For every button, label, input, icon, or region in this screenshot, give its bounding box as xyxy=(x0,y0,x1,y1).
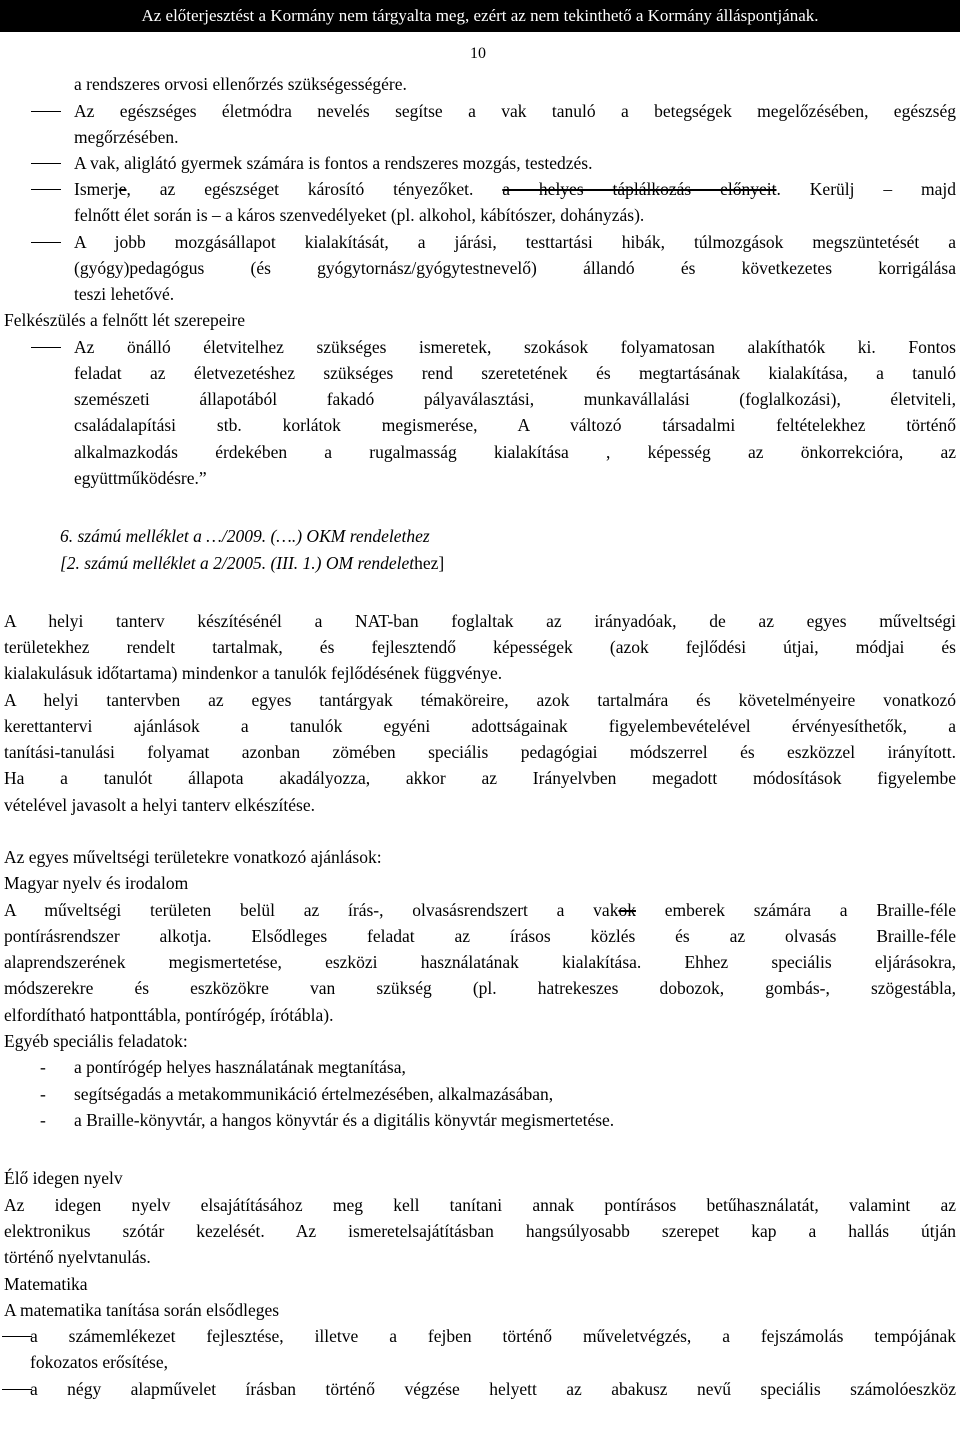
page-number: 10 xyxy=(470,45,486,62)
text-line: kialakulásuk időtartama) mindenkor a tanulók fejlődésének függvénye. xyxy=(4,663,503,683)
text-line: Ha a tanulót állapota akadályozza, akkor az Irányelvben megadott módosítások figyelembe xyxy=(4,768,956,788)
text-line: szemészeti állapotából fakadó pályaválasztási, munkavállalási (foglalkozási), életviteli, xyxy=(74,389,956,409)
list-dash xyxy=(31,111,61,112)
subject-heading: Magyar nyelv és irodalom xyxy=(4,873,189,893)
text-line: Az önálló életvitelhez szükséges ismeretek, szokások folyamatosan alakíthatók ki. Fontos xyxy=(74,337,956,357)
list-dash xyxy=(31,347,61,348)
text-line: kerettantervi ajánlások a tanulók egyéni adottságainak figyelembevételével érvényesíthetők, a xyxy=(4,716,956,736)
text-line: Az egészséges életmódra nevelés segítse a vak tanuló a betegségek megelőzésében, egészség xyxy=(74,101,956,121)
list-dash xyxy=(31,242,61,243)
list-dash xyxy=(2,1389,32,1390)
text-line: fokozatos erősítése, xyxy=(30,1352,169,1372)
list-dash xyxy=(31,189,61,190)
list-item: segítségadás a metakommunikáció értelmezésében, alkalmazásában, xyxy=(74,1084,554,1104)
text-line: (gyógy)pedagógus (és gyógytornász/gyógytestnevelő) állandó és következetes korrigálása xyxy=(74,258,956,278)
text-line: A vak, aliglátó gyermek számára is fontos a rendszeres mozgás, testedzés. xyxy=(74,153,593,173)
text-line-with-deletions: Ismerje, az egészséget károsító tényezőket. a helyes táplálkozás előnyeit. Kerülj – majd xyxy=(74,179,957,199)
text-line: vételével javasolt a helyi tanterv elkészítése. xyxy=(4,795,315,815)
text-line: A helyi tanterv készítésénél a NAT-ban foglaltak az irányadóak, de az egyes műveltségi xyxy=(4,611,956,631)
text-line: a számemlékezet fejlesztése, illetve a fejben történő műveletvégzés, a fejszámolás tempójának xyxy=(30,1326,956,1346)
annex-title: 6. számú melléklet a …/2009. (….) OKM rendelethez xyxy=(60,526,430,546)
list-hyphen: - xyxy=(40,1084,46,1104)
text-line: feladat az életvezetéshez szükséges rend szeretetének és megtartásának kialakítása, a tanuló xyxy=(74,363,956,383)
text-line: Az idegen nyelv elsajátításához meg kell tanítani annak pontírásos betűhasználatát, valamint az xyxy=(4,1195,956,1215)
disclaimer-banner: Az előterjesztést a Kormány nem tárgyalta meg, ezért az nem tekinthető a Kormány álláspontjának. xyxy=(0,0,960,32)
subject-heading: Matematika xyxy=(4,1274,88,1294)
list-item: a Braille-könyvtár, a hangos könyvtár és a digitális könyvtár megismertetése. xyxy=(74,1110,615,1130)
text-line: elfordítható hatponttábla, pontírógép, írótábla). xyxy=(4,1005,334,1025)
list-hyphen: - xyxy=(40,1057,46,1077)
text-line: módszerekre és eszközökre van szükség (pl. hatrekeszes dobozok, gombás-, szögestábla, xyxy=(4,978,956,998)
list-dash xyxy=(2,1336,32,1337)
text-line: Az egyes műveltségi területekre vonatkozó ajánlások: xyxy=(4,847,382,867)
text-line: A jobb mozgásállapot kialakítását, a járási, testtartási hibák, túlmozgások megszüntetését a xyxy=(74,232,956,252)
subject-heading: Élő idegen nyelv xyxy=(4,1168,123,1188)
text-line: alaprendszerének megismertetése, eszközi használatának kialakítása. Ehhez speciális eljárásokra, xyxy=(4,952,956,972)
text-line: a rendszeres orvosi ellenőrzés szükségességére. xyxy=(74,74,407,94)
list-dash xyxy=(31,163,61,164)
text-line: Egyéb speciális feladatok: xyxy=(4,1031,188,1051)
text-line: megőrzésében. xyxy=(74,127,179,147)
text-line: együttműködésre.” xyxy=(74,468,207,488)
text-line: családalapítási stb. korlátok megismerése, A változó társadalmi feltételekhez történő xyxy=(74,415,956,435)
text-line: történő nyelvtanulás. xyxy=(4,1247,151,1267)
text-line: felnőtt élet során is – a káros szenvedélyeket (pl. alkohol, kábítószer, dohányzás). xyxy=(74,205,645,225)
text-line: területekhez rendelt tartalmak, és fejlesztendő képességek (azok fejlődési útjai, módjai és xyxy=(4,637,956,657)
text-line: teszi lehetővé. xyxy=(74,284,175,304)
list-item: a pontírógép helyes használatának megtanítása, xyxy=(74,1057,406,1077)
deleted-text: e xyxy=(118,179,127,199)
annex-subtitle: [2. számú melléklet a 2/2005. (III. 1.) OM rendelethez] xyxy=(60,553,445,573)
text-line-with-deletion: A műveltségi területen belül az írás-, olvasásrendszert a vakok emberek számára a Braille-féle xyxy=(4,900,956,920)
text-line: A helyi tantervben az egyes tantárgyak témaköreire, azok tartalmára és követelményeire vonatkozó xyxy=(4,690,956,710)
section-heading: Felkészülés a felnőtt lét szerepeire xyxy=(4,310,246,330)
deleted-text: a helyes táplálkozás előnyeit xyxy=(502,179,777,199)
text-line: alkalmazkodás érdekében a rugalmasság kialakítása , képesség az önkorrekcióra, az xyxy=(74,442,956,462)
list-hyphen: - xyxy=(40,1110,46,1130)
text-line: pontírásrendszer alkotja. Elsődleges feladat az írásos közlés és az olvasás Braille-féle xyxy=(4,926,956,946)
text-line: tanítási-tanulási folyamat azonban zömében speciális pedagógiai módszerrel és eszközzel irányított. xyxy=(4,742,956,762)
text-line: elektronikus szótár kezelését. Az ismeretelsajátításban hangsúlyosabb szerepet kap a hallás útján xyxy=(4,1221,956,1241)
deleted-text: ok xyxy=(618,900,636,920)
text-line: A matematika tanítása során elsődleges xyxy=(4,1300,280,1320)
text-line: a négy alapművelet írásban történő végzése helyett az abakusz nevű speciális számolóeszköz xyxy=(30,1379,956,1399)
